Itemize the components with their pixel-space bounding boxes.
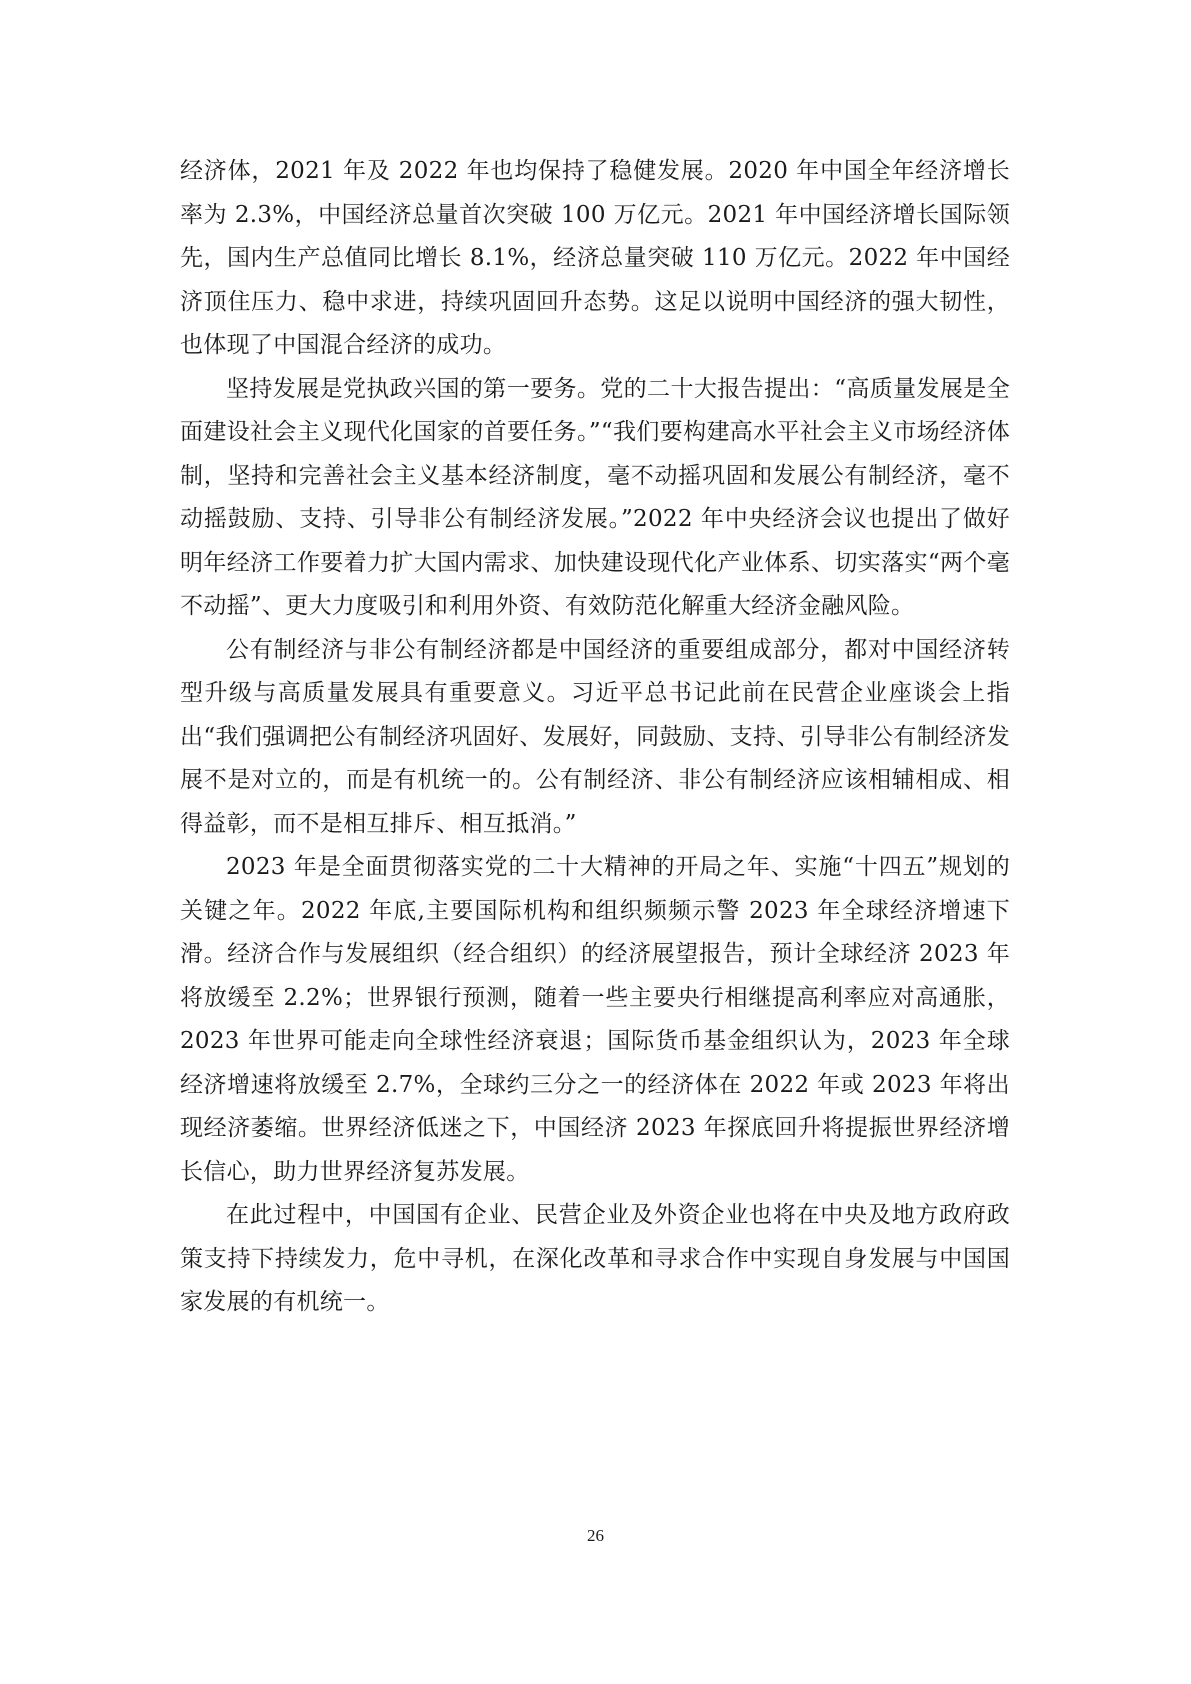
paragraph-5: 在此过程中，中国国有企业、民营企业及外资企业也将在中央及地方政府政策支持下持续发力，危中寻机，在深化改革和寻求合作中实现自身发展与中国国家发展的有机统一。 — [180, 1202, 1010, 1315]
paragraph-3: 公有制经济与非公有制经济都是中国经济的重要组成部分，都对中国经济转型升级与高质量发展具有重要意义。习近平总书记此前在民营企业座谈会上指出“我们强调把公有制经济巩固好、发展好，同鼓励、支持、引导非公有制经济发展不是对立的，而是有机统一的。公有制经济、非公有制经济应该相辅相成、相得益彰，而不是相互排斥、相互抵消。” — [180, 636, 1010, 837]
paragraph-2: 坚持发展是党执政兴国的第一要务。党的二十大报告提出：“高质量发展是全面建设社会主义现代化国家的首要任务。”“我们要构建高水平社会主义市场经济体制，坚持和完善社会主义基本经济制度，毫不动摇巩固和发展公有制经济，毫不动摇鼓励、支持、引导非公有制经济发展。”2022 年中央经济会议也提出了做好明年经济工作要着力扩大国内需求、加快建设现代化产业体系、切实落实“两个毫不动摇”、更大力度吸引和利用外资、有效防范化解重大经济金融风险。 — [180, 375, 1010, 619]
page-number: 26 — [587, 1526, 604, 1545]
paragraph-4: 2023 年是全面贯彻落实党的二十大精神的开局之年、实施“十四五”规划的关键之年。2022 年底,主要国际机构和组织频频示警 2023 年全球经济增速下滑。经济合作与发展组织（经合组织）的经济展望报告，预计全球经济 2023 年将放缓至 2.2%；世界银行预测，随着一些主要央行相继提高利率应对高通胀，2023 年世界可能走向全球性经济衰退；国际货币基金组织认为，2023 年全球经济增速将放缓至 2.7%，全球约三分之一的经济体在 2022 年或 2023 年将出现经济萎缩。世界经济低迷之下，中国经济 2023 年探底回升将提振世界经济增长信心，助力世界经济复苏发展。 — [180, 854, 1010, 1185]
document-body — [180, 150, 1010, 1325]
paragraph-1: 经济体，2021 年及 2022 年也均保持了稳健发展。2020 年中国全年经济增长率为 2.3%，中国经济总量首次突破 100 万亿元。2021 年中国经济增长国际领先，国内生产总值同比增长 8.1%，经济总量突破 110 万亿元。2022 年中国经济顶住压力、稳中求进，持续巩固回升态势。这足以说明中国经济的强大韧性，也体现了中国混合经济的成功。 — [180, 158, 1010, 358]
